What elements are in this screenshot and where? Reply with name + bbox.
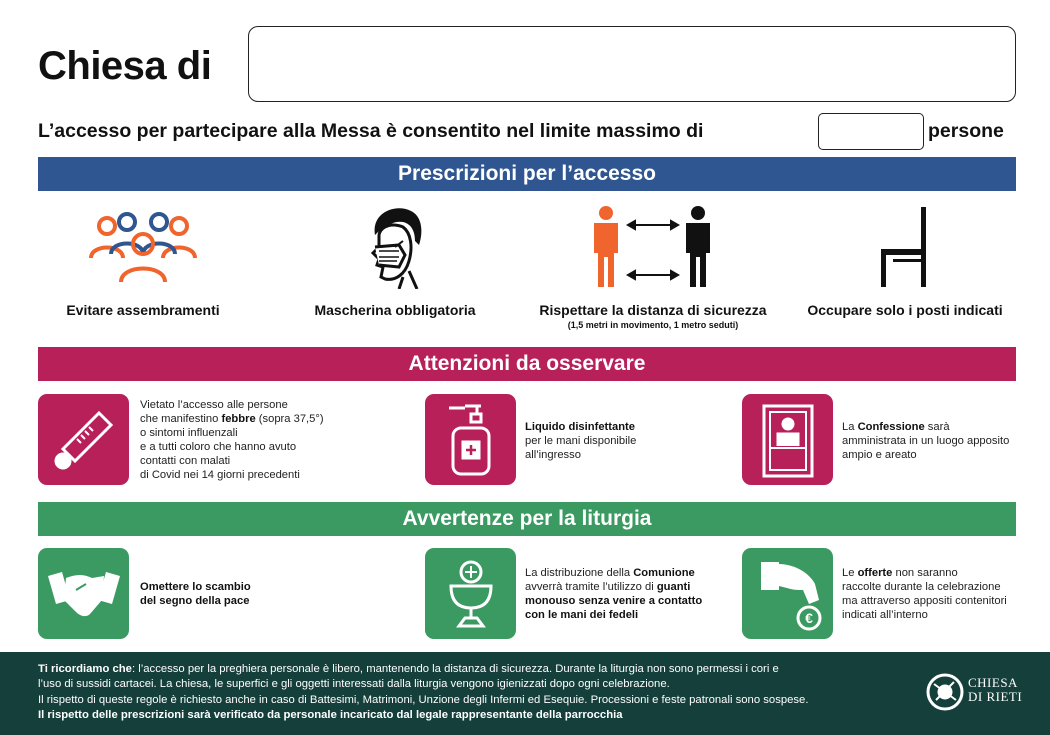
chiesa-di-rieti-logo xyxy=(924,670,1024,718)
max-persons-field[interactable] xyxy=(818,113,924,150)
access-suffix: persone xyxy=(928,120,1004,142)
pace-text: Omettere lo scambio del segno della pace xyxy=(140,581,251,607)
thermometer-icon xyxy=(38,394,129,485)
confessione-text: La Confessione sarà amministrata in un luogo apposito ampio e areato xyxy=(842,421,1010,461)
comunione-text: La distribuzione della Comunione avverrà tramite l’utilizzo di guanti monouso senza venire a contatto con le mani dei fedeli xyxy=(525,567,703,621)
footer xyxy=(0,652,1050,735)
presc-label: Mascherina obbligatoria xyxy=(314,302,476,318)
offering-hand-icon xyxy=(742,548,833,639)
liquido-text: Liquido disinfettante per le mani disponibile all’ingresso xyxy=(525,421,637,461)
presc-assembramenti xyxy=(18,200,268,318)
presc-label: Evitare assembramenti xyxy=(66,302,220,318)
title-row xyxy=(38,26,1018,104)
svg-text:€: € xyxy=(804,609,813,626)
section-prescrizioni-header: Prescrizioni per l’accesso xyxy=(38,157,1016,191)
section-attenzioni-header: Attenzioni da osservare xyxy=(38,347,1016,381)
chalice-icon xyxy=(425,548,516,639)
handshake-icon xyxy=(38,548,129,639)
church-name-field[interactable] xyxy=(248,26,1016,102)
access-text: L’accesso per partecipare alla Messa è consentito nel limite massimo di xyxy=(38,120,704,142)
presc-label: Rispettare la distanza di sicurezza xyxy=(539,302,767,318)
presc-label: Occupare solo i posti indicati xyxy=(807,302,1003,318)
presc-distanza xyxy=(513,200,793,330)
febbre-text: Vietato l’accesso alle persone che manifestino febbre (sopra 37,5°) o sintomi influenzali e a tutti coloro che hanno avuto contatti con malati di Covid nei 14 giorni precedenti xyxy=(140,399,324,481)
mask-face-icon xyxy=(270,200,520,294)
chair-icon xyxy=(780,200,1030,294)
page-title: Chiesa di xyxy=(38,44,212,88)
distance-icon xyxy=(513,200,793,294)
access-row xyxy=(38,112,1018,152)
logo-text: CHIESA DI RIETI xyxy=(968,675,1023,704)
section-avvertenze-header: Avvertenze per la liturgia xyxy=(38,502,1016,536)
presc-mascherina xyxy=(270,200,520,318)
confessional-icon xyxy=(742,394,833,485)
offerte-text: Le offerte non saranno raccolte durante la celebrazione ma attraverso appositi contenitori indicati all’interno xyxy=(842,567,1007,621)
footer-text: Ti ricordiamo che: l’accesso per la preghiera personale è libero, mantenendo la distanza di sicurezza. Durante la liturgia non sono permessi i cori e l’uso di sussidi cartacei. La chiesa, le superfici e gli oggetti interessati dalla liturgia vengono igienizzati dopo ogni celebrazione. Il rispetto di queste regole è richiesto anche in caso di Battesimi, Matrimoni, Unzione degli Infermi ed Esequie. Processioni e feste patronali sono sospese. Il rispetto delle prescrizioni sarà verificato da personale incaricato dal legale rappresentante della parrocchia xyxy=(38,663,809,721)
presc-sublabel: (1,5 metri in movimento, 1 metro seduti) xyxy=(567,320,739,330)
sanitizer-icon xyxy=(425,394,516,485)
presc-posti xyxy=(780,200,1030,318)
crowd-icon xyxy=(18,200,268,294)
